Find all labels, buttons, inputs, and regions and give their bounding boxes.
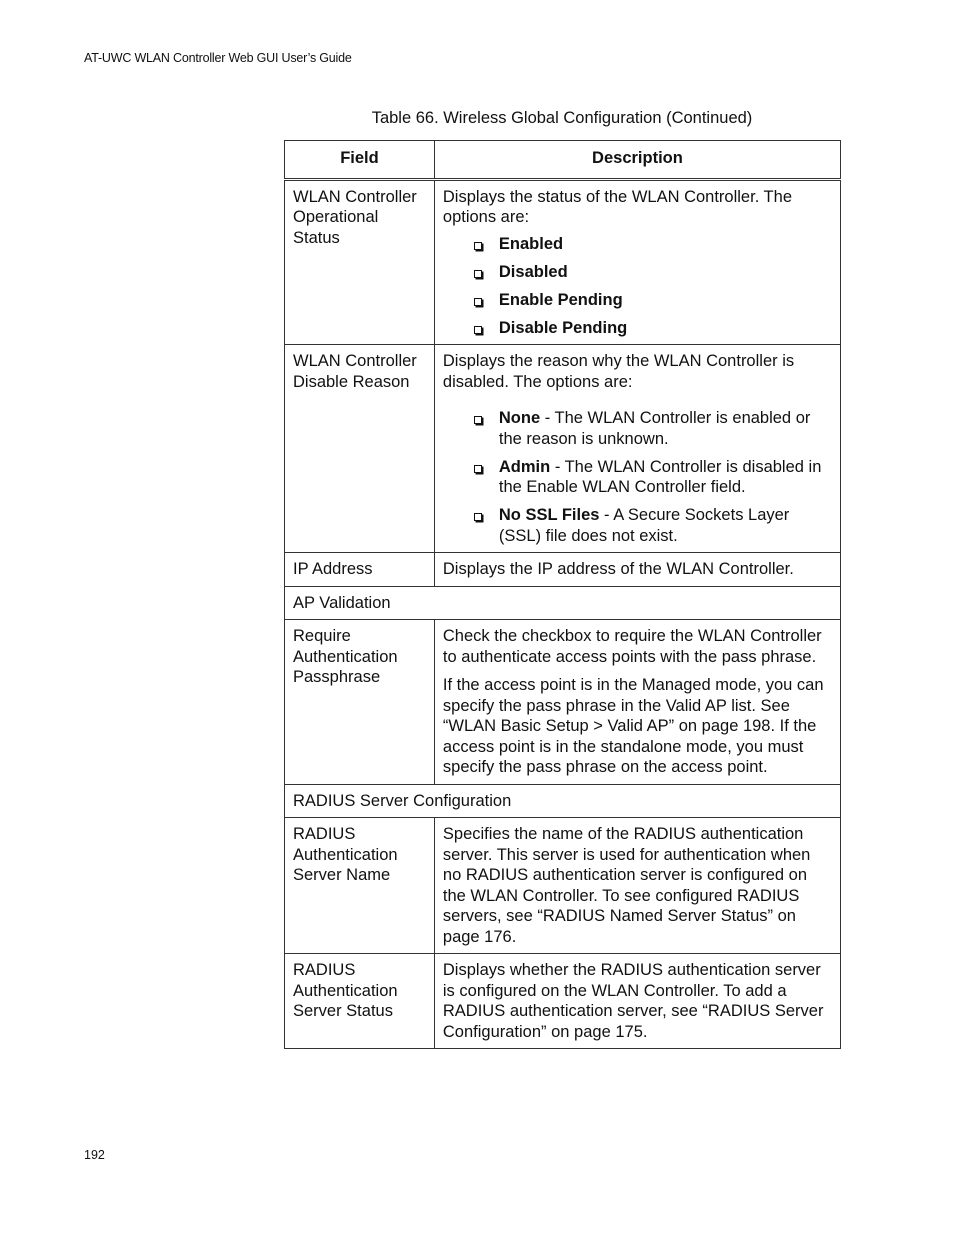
running-header: AT-UWC WLAN Controller Web GUI User’s Guide (84, 51, 352, 65)
table-row (285, 620, 841, 785)
table-row (285, 345, 841, 553)
option-text: - The WLAN Controller is enabled or the reason is unknown. (498, 409, 811, 448)
option-name: Enable Pending (498, 290, 623, 309)
description-text: Displays the status of the WLAN Controller. The options are: (442, 187, 792, 226)
section-row (285, 784, 841, 818)
checkbox-bullet-icon (474, 416, 482, 424)
description-cell (434, 818, 840, 954)
option-text: - The WLAN Controller is disabled in the Enable WLAN Controller field. (498, 457, 822, 496)
option-list (443, 234, 832, 339)
table-row (285, 179, 841, 345)
field-cell: RADIUS Authentication Server Name (285, 818, 435, 954)
table-row (285, 818, 841, 954)
table-header-row (285, 141, 841, 180)
option-name: Enabled (498, 234, 564, 253)
option-name: Disable Pending (498, 318, 628, 337)
option-name: None (498, 409, 541, 427)
page-number: 192 (84, 1148, 105, 1162)
section-row (285, 586, 841, 620)
option-item (443, 505, 832, 546)
checkbox-bullet-icon (474, 513, 482, 521)
checkbox-bullet-icon (474, 326, 482, 334)
option-item (443, 408, 832, 449)
field-cell: RADIUS Authentication Server Status (285, 954, 435, 1049)
column-header-field: Field (285, 141, 435, 180)
description-cell (434, 345, 840, 553)
option-item (443, 318, 832, 339)
field-cell: IP Address (285, 553, 435, 587)
checkbox-bullet-icon (474, 242, 482, 250)
column-header-description: Description (434, 141, 840, 180)
description-text: If the access point is in the Managed mode, you can specify the pass phrase in the Valid AP list. See “WLAN Basic Setup > Valid AP” on page 198. If the access point is in the standalone mode, you must specify the pass phrase on the access point. (442, 676, 824, 776)
option-list (443, 408, 832, 546)
description-text: Check the checkbox to require the WLAN Controller to authenticate access points with the pass phrase. (442, 627, 822, 666)
description-text: Displays the reason why the WLAN Controller is disabled. The options are: (442, 352, 795, 391)
field-cell: WLAN Controller Disable Reason (285, 345, 435, 553)
section-heading: RADIUS Server Configuration (285, 784, 841, 818)
checkbox-bullet-icon (474, 298, 482, 306)
field-cell: Require Authentication Passphrase (285, 620, 435, 785)
description-text: Specifies the name of the RADIUS authentication server. This server is used for authentication when no RADIUS authentication server is configured on the WLAN Controller. To see configured RADIUS servers, see “RADIUS Named Server Status” on page 176. (442, 825, 811, 946)
option-item (443, 262, 832, 283)
option-text: - A Secure Sockets Layer (SSL) file does not exist. (498, 506, 790, 545)
option-name: No SSL Files (498, 506, 600, 524)
table-row (285, 553, 841, 587)
description-cell (434, 954, 840, 1049)
checkbox-bullet-icon (474, 465, 482, 473)
option-item (443, 234, 832, 255)
description-text: Displays whether the RADIUS authentication server is configured on the WLAN Controller. To add a RADIUS authentication server, see “RADIUS Server Configuration” on page 175. (442, 961, 824, 1041)
table-caption: Table 66. Wireless Global Configuration (Continued) (371, 109, 753, 127)
description-cell (434, 179, 840, 345)
option-item (443, 457, 832, 498)
wireless-global-config-table (284, 140, 841, 1049)
option-name: Disabled (498, 262, 568, 281)
option-item (443, 290, 832, 311)
description-text: Displays the IP address of the WLAN Controller. (442, 560, 794, 578)
description-cell (434, 553, 840, 587)
checkbox-bullet-icon (474, 270, 482, 278)
field-cell: WLAN Controller Operational Status (285, 179, 435, 345)
description-cell (434, 620, 840, 785)
table-row (285, 954, 841, 1049)
option-name: Admin (498, 457, 551, 476)
section-heading: AP Validation (285, 586, 841, 620)
